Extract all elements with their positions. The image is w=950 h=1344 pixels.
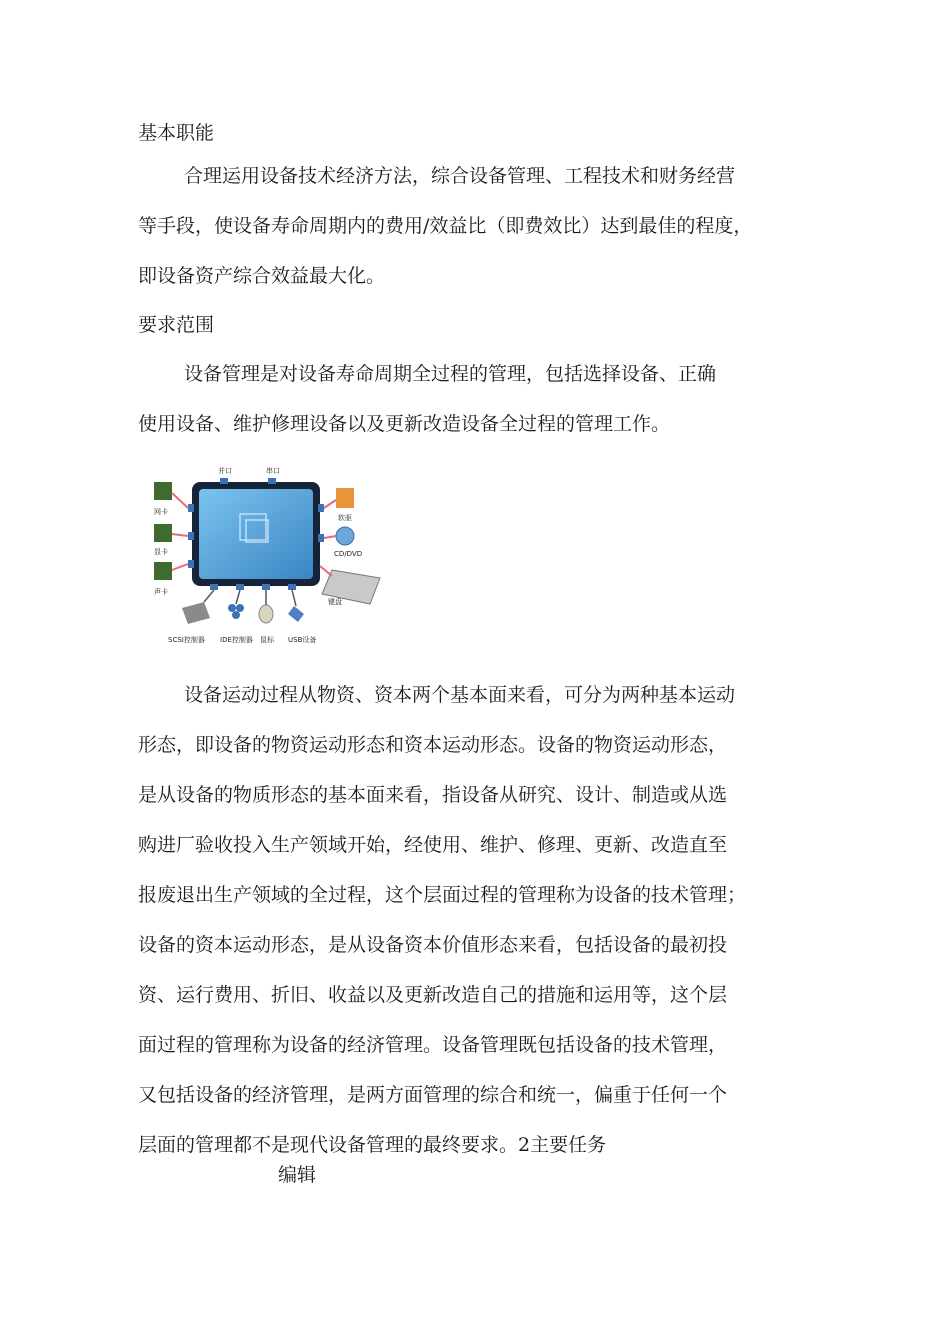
text-line: 合理运用设备技术经济方法，综合设备管理、工程技术和财务经营 (184, 165, 736, 187)
port-shape (220, 478, 228, 484)
screen-shape (199, 489, 313, 579)
usb-icon (288, 606, 304, 622)
arrow-shape (172, 493, 188, 508)
ide-controller-icon (232, 611, 240, 619)
video-card-icon (154, 524, 172, 542)
cable-shape (292, 590, 296, 606)
text-line: 使用设备、维护修理设备以及更新改造设备全过程的管理工作。 (138, 413, 671, 435)
arrow-shape (172, 534, 188, 536)
mouse-icon (259, 605, 273, 623)
label-keyboard: 键盘 (328, 598, 342, 606)
text-line: 资、运行费用、折旧、收益以及更新改造自己的措施和运用等，这个层 (138, 984, 728, 1006)
text-line: 等手段，使设备寿命周期内的费用/效益比（即费效比）达到最佳的程度， (138, 215, 753, 237)
ide-controller-icon (236, 604, 244, 612)
paragraph-basic-functions (138, 151, 838, 301)
arrow-shape (320, 566, 332, 576)
port-shape (210, 584, 218, 590)
label-video-card: 显卡 (154, 548, 168, 556)
label-serial-port: 串口 (266, 467, 280, 475)
port-shape (188, 532, 194, 540)
disc-icon (336, 527, 354, 545)
text-line: 即设备资产综合效益最大化。 (138, 265, 386, 287)
port-shape (188, 504, 194, 512)
device-diagram (148, 462, 388, 652)
paragraph-device-motion (138, 670, 838, 1170)
label-usb: USB设备 (288, 636, 317, 644)
arrow-shape (324, 500, 336, 508)
port-shape (262, 584, 270, 590)
port-shape (318, 504, 324, 512)
port-shape (236, 584, 244, 590)
text-line: 又包括设备的经济管理，是两方面管理的综合和统一，偏重于任何一个 (138, 1084, 728, 1106)
sound-card-icon (154, 562, 172, 580)
arrow-shape (324, 536, 336, 538)
label-ide: IDE控制器 (220, 636, 253, 644)
cable-shape (236, 590, 240, 604)
scsi-controller-icon (182, 602, 210, 624)
text-line: 设备运动过程从物资、资本两个基本面来看，可分为两种基本运动 (184, 684, 736, 706)
text-line: 报废退出生产领域的全过程，这个层面过程的管理称为设备的技术管理； (138, 884, 747, 906)
text-line: 是从设备的物质形态的基本面来看，指设备从研究、设计、制造或从选 (138, 784, 728, 806)
device-diagram-graphic (148, 462, 388, 652)
edit-link[interactable]: 编辑 (278, 1164, 317, 1186)
label-parallel-port: 并口 (218, 467, 232, 475)
paragraph-requirement-scope (138, 349, 838, 449)
port-shape (188, 560, 194, 568)
port-shape (318, 534, 324, 542)
port-shape (288, 584, 296, 590)
label-mouse: 鼠标 (260, 636, 274, 644)
text-line: 面过程的管理称为设备的经济管理。设备管理既包括设备的技术管理， (138, 1034, 728, 1056)
ide-controller-icon (228, 604, 236, 612)
text-line: 设备的资本运动形态，是从设备资本价值形态来看，包括设备的最初投 (138, 934, 728, 956)
heading-basic-functions: 基本职能 (138, 122, 215, 144)
text-line: 层面的管理都不是现代设备管理的最终要求。2主要任务 (138, 1134, 607, 1156)
text-line: 购进厂验收投入生产领域开始，经使用、维护、修理、更新、改造直至 (138, 834, 728, 856)
heading-requirement-scope: 要求范围 (138, 314, 215, 336)
label-floppy: 软驱 (338, 514, 352, 522)
text-line: 形态，即设备的物资运动形态和资本运动形态。设备的物资运动形态， (138, 734, 728, 756)
port-shape (268, 478, 276, 484)
label-cd-dvd: CD/DVD (334, 550, 363, 558)
arrow-shape (172, 564, 188, 570)
cable-shape (204, 590, 214, 602)
text-line: 设备管理是对设备寿命周期全过程的管理，包括选择设备、正确 (184, 363, 717, 385)
floppy-icon (336, 488, 354, 508)
network-card-icon (154, 482, 172, 500)
label-scsi: SCSI控制器 (168, 636, 205, 644)
label-network-card: 网卡 (154, 508, 168, 516)
label-sound-card: 声卡 (154, 588, 168, 596)
